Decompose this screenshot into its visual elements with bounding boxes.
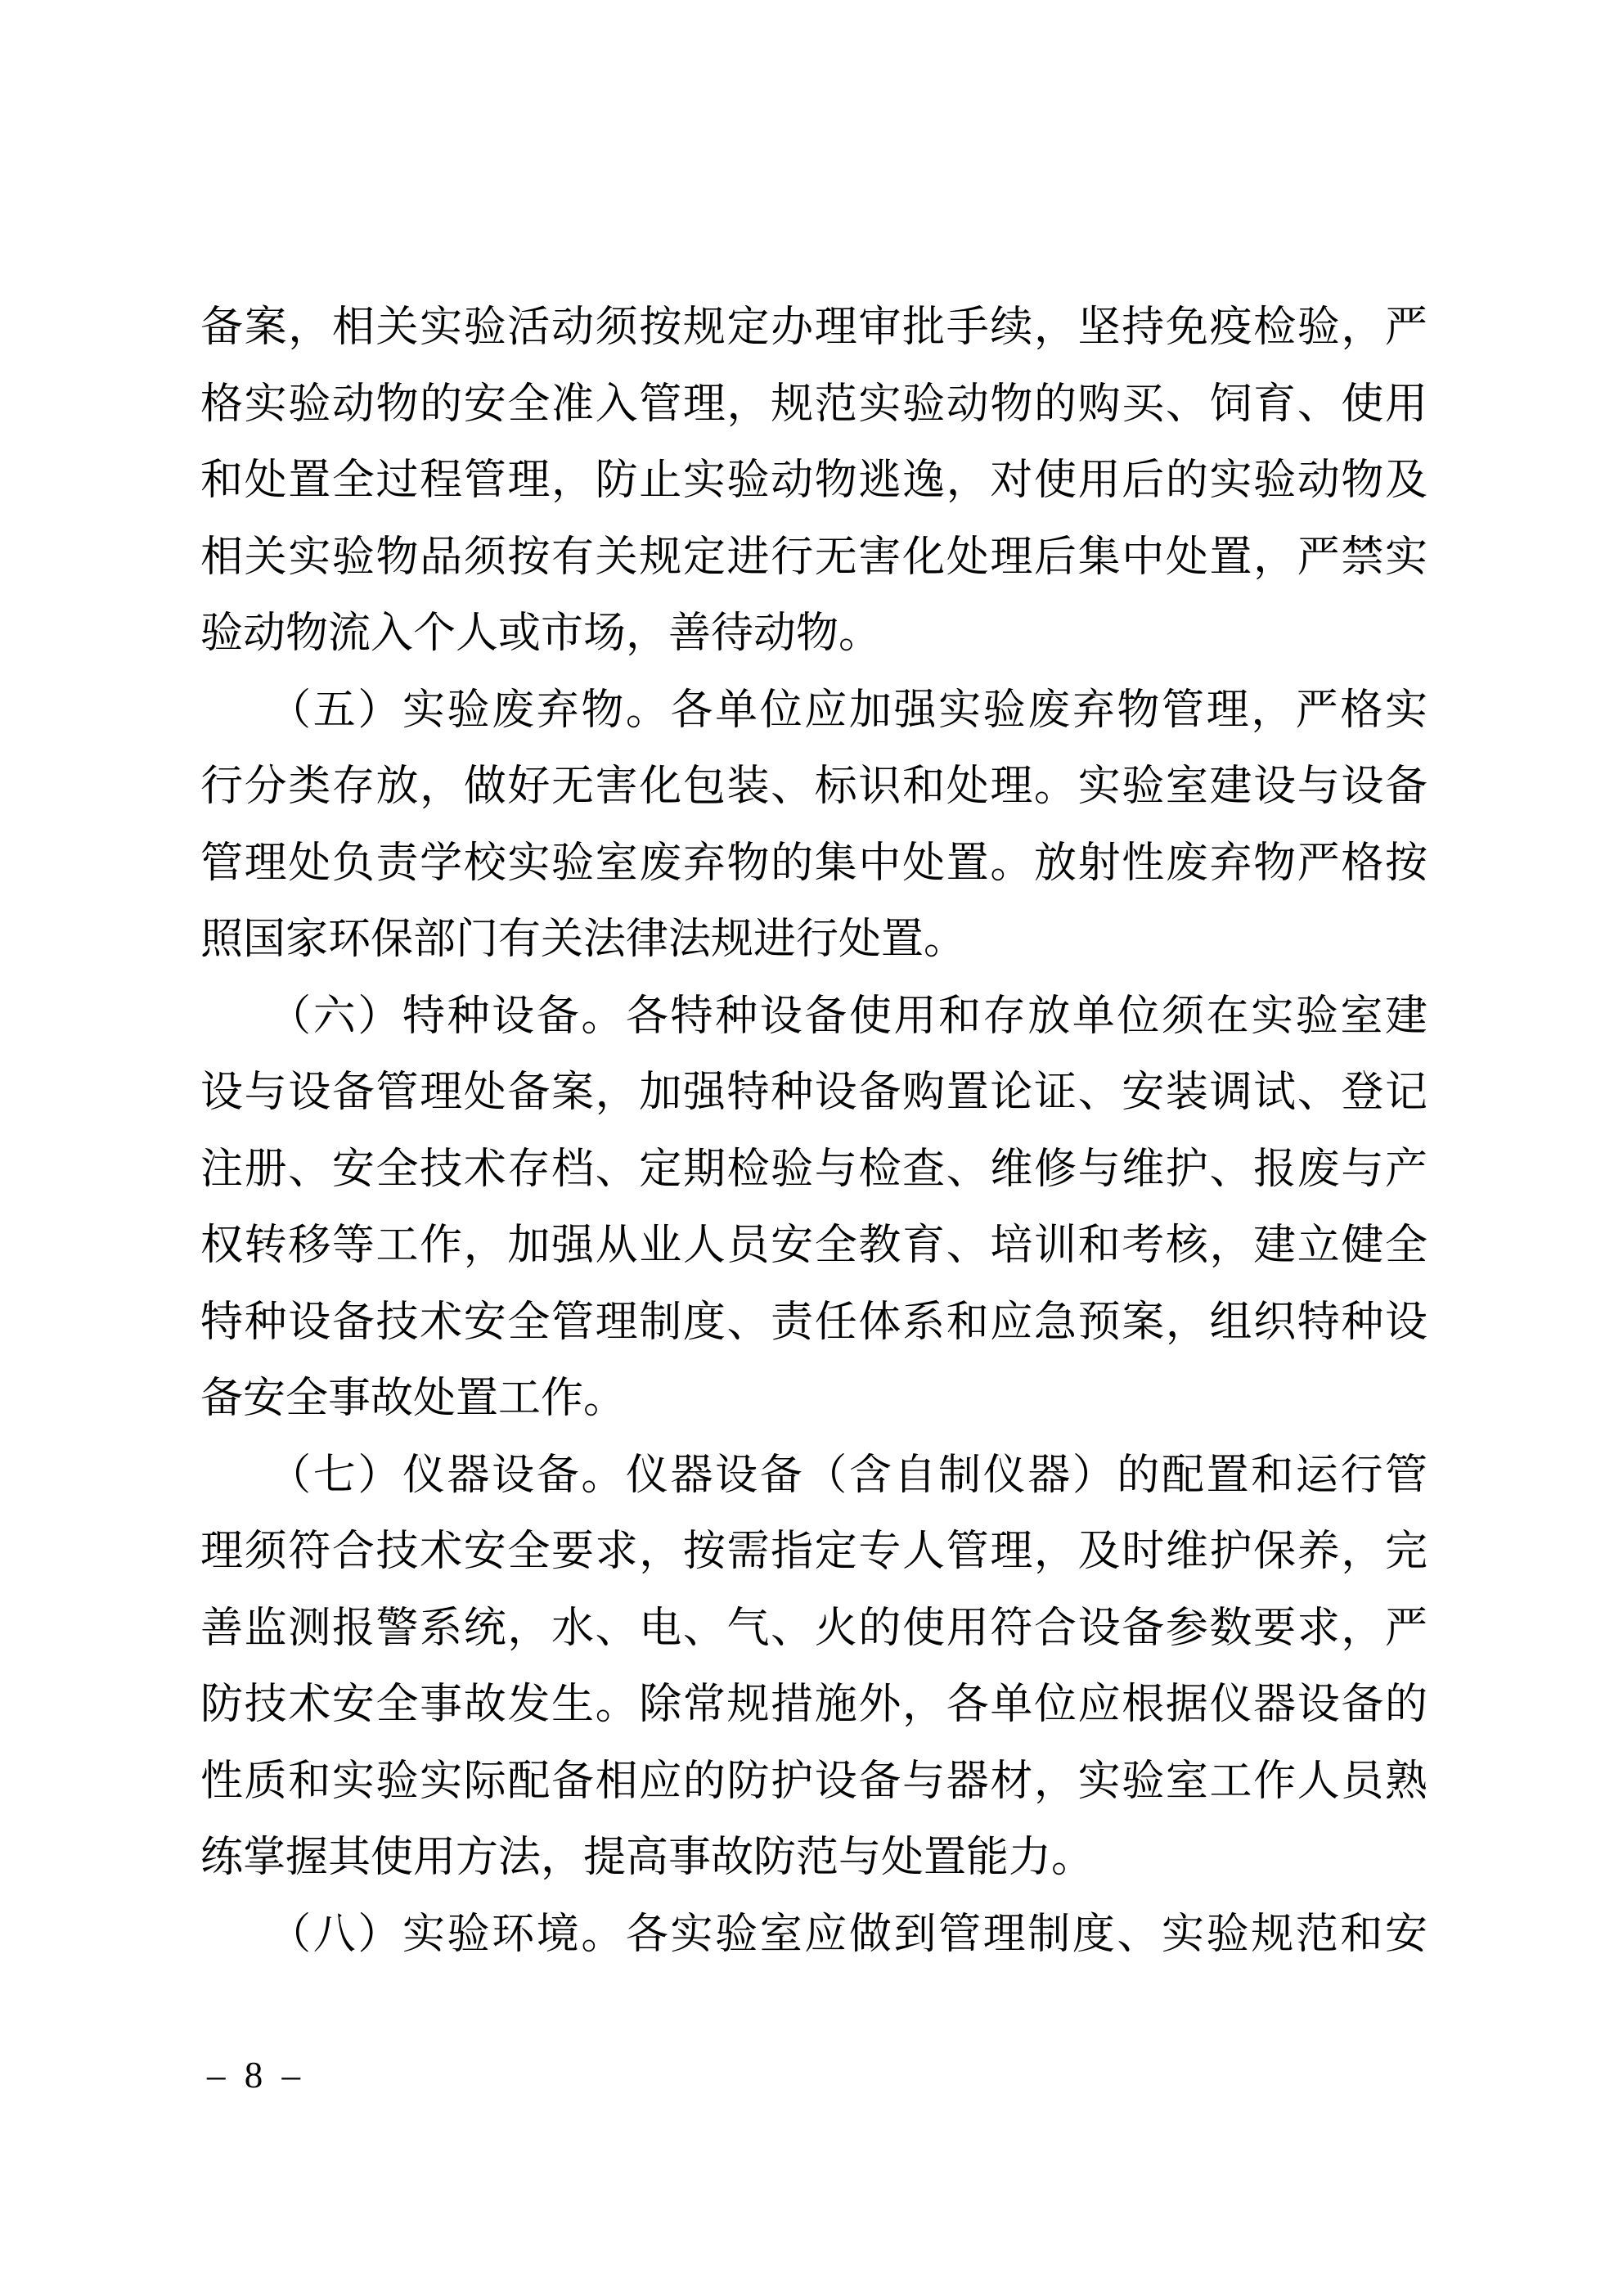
text-line: 格实验动物的安全准入管理，规范实验动物的购买、饲育、使用 [200,380,1427,428]
document-body [200,290,1427,1973]
page-number: – 8 – [207,2055,300,2096]
text-line: 权转移等工作，加强从业人员安全教育、培训和考核，建立健全 [200,1222,1427,1269]
text-line: 照国家环保部门有关法律法规进行处置。 [200,916,967,963]
text-line: 性质和实验实际配备相应的防护设备与器材，实验室工作人员熟 [200,1757,1427,1805]
text-line: 相关实验物品须按有关规定进行无害化处理后集中处置，严禁实 [200,533,1427,581]
text-line: 行分类存放，做好无害化包装、标识和处理。实验室建设与设备 [200,763,1427,810]
text-line: 和处置全过程管理，防止实验动物逃逸，对使用后的实验动物及 [200,457,1427,504]
text-line: 设与设备管理处备案，加强特种设备购置论证、安装调试、登记 [200,1069,1427,1116]
text-line: 备安全事故处置工作。 [200,1375,627,1422]
text-line: 防技术安全事故发生。除常规措施外，各单位应根据仪器设备的 [200,1681,1427,1728]
text-line: （八）实验环境。各实验室应做到管理制度、实验规范和安 [200,1910,1427,1958]
text-line: （七）仪器设备。仪器设备（含自制仪器）的配置和运行管 [200,1451,1427,1499]
text-line: 理须符合技术安全要求，按需指定专人管理，及时维护保养，完 [200,1528,1427,1575]
text-line: 善监测报警系统，水、电、气、火的使用符合设备参数要求，严 [200,1604,1427,1652]
text-line: 注册、安全技术存档、定期检验与检查、维修与维护、报废与产 [200,1145,1427,1193]
text-line: （六）特种设备。各特种设备使用和存放单位须在实验室建 [200,992,1427,1040]
text-line: 特种设备技术安全管理制度、责任体系和应急预案，组织特种设 [200,1298,1427,1346]
text-line: （五）实验废弃物。各单位应加强实验废弃物管理，严格实 [200,686,1427,734]
text-line: 备案，相关实验活动须按规定办理审批手续，坚持免疫检验，严 [200,304,1427,351]
text-line: 验动物流入个人或市场，善待动物。 [200,610,882,657]
text-line: 管理处负责学校实验室废弃物的集中处置。放射性废弃物严格按 [200,839,1427,887]
text-line: 练掌握其使用方法，提高事故防范与处置能力。 [200,1834,1095,1881]
